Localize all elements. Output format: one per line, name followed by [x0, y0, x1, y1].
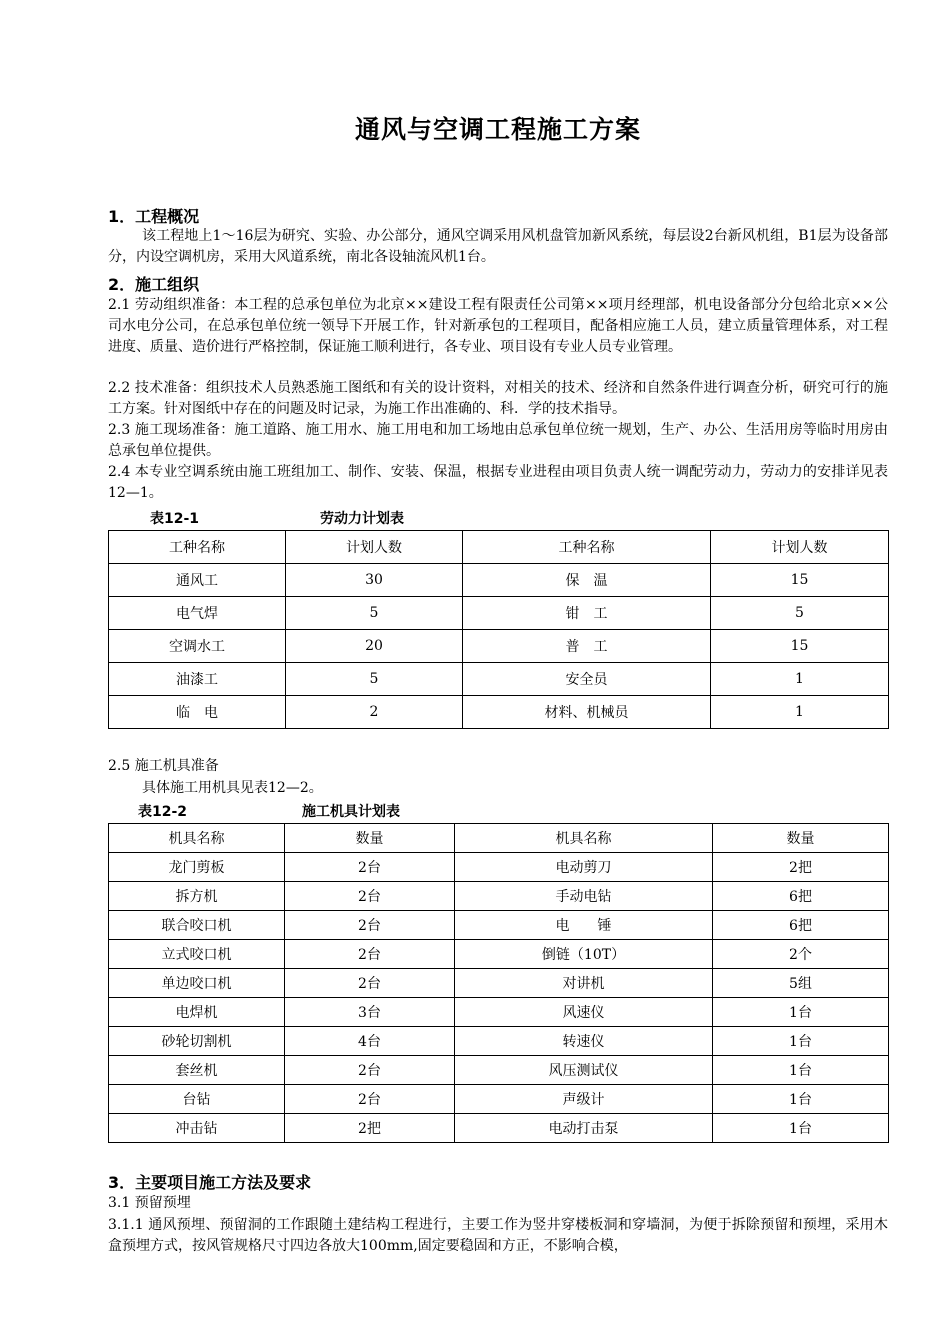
- table-cell: 2把: [285, 1114, 455, 1143]
- paragraph-2-4: 2.4 本专业空调系统由施工班组加工、制作、安装、保温，根据专业进程由项目负责人统一调配劳动力，劳动力的安排详见表12—1。: [108, 464, 888, 501]
- table-cell: 15: [711, 630, 889, 663]
- table-cell: 台钻: [109, 1085, 285, 1114]
- table-cell: 4台: [285, 1027, 455, 1056]
- table-cell: 电动打击泵: [455, 1114, 713, 1143]
- paragraph-2-5-detail: 具体施工用机具见表12—2。: [142, 780, 323, 796]
- table-1-caption: 劳动力计划表: [320, 511, 404, 527]
- column-header: 计划人数: [286, 531, 463, 564]
- table-cell: 通风工: [109, 564, 286, 597]
- table-cell: 5: [286, 663, 463, 696]
- column-header: 计划人数: [711, 531, 889, 564]
- column-header: 机具名称: [109, 824, 285, 853]
- column-header: 数量: [713, 824, 889, 853]
- table-cell: 电 锤: [455, 911, 713, 940]
- table-cell: 1台: [713, 998, 889, 1027]
- column-header: 工种名称: [109, 531, 286, 564]
- table-cell: 1台: [713, 1085, 889, 1114]
- table-cell: 2台: [285, 940, 455, 969]
- section-2-heading: 2．施工组织: [108, 275, 200, 294]
- table-cell: 2台: [285, 853, 455, 882]
- table-row: [109, 969, 889, 998]
- table-header-row: [109, 824, 889, 853]
- table-cell: 风速仪: [455, 998, 713, 1027]
- table-cell: 2台: [285, 911, 455, 940]
- table-cell: 5组: [713, 969, 889, 998]
- table-cell: 单边咬口机: [109, 969, 285, 998]
- table-row: [109, 630, 889, 663]
- table-cell: 拆方机: [109, 882, 285, 911]
- equipment-plan-table: [108, 823, 889, 1143]
- table-cell: 转速仪: [455, 1027, 713, 1056]
- section-1-paragraph: 该工程地上1～16层为研究、实验、办公部分，通风空调采用风机盘管加新风系统，每层设2台新风机组，B1层为设备部分，内设空调机房，采用大风道系统，南北各设轴流风机1台。: [108, 228, 888, 265]
- table-cell: 材料、机械员: [463, 696, 711, 729]
- table-cell: 联合咬口机: [109, 911, 285, 940]
- table-cell: 临 电: [109, 696, 286, 729]
- table-cell: 倒链（10T）: [455, 940, 713, 969]
- table-cell: 2台: [285, 969, 455, 998]
- table-row: [109, 1027, 889, 1056]
- table-cell: 电气焊: [109, 597, 286, 630]
- table-cell: 6把: [713, 882, 889, 911]
- table-cell: 1: [711, 663, 889, 696]
- table-cell: 5: [286, 597, 463, 630]
- table-row: [109, 940, 889, 969]
- table-cell: 安全员: [463, 663, 711, 696]
- table-cell: 空调水工: [109, 630, 286, 663]
- section-1-heading: 1．工程概况: [108, 207, 200, 226]
- table-1-label: 表12-1: [150, 511, 200, 527]
- table-row: [109, 663, 889, 696]
- table-header-row: [109, 531, 889, 564]
- table-cell: 龙门剪板: [109, 853, 285, 882]
- table-cell: 1: [711, 696, 889, 729]
- table-cell: 1台: [713, 1056, 889, 1085]
- table-cell: 30: [286, 564, 463, 597]
- table-row: [109, 882, 889, 911]
- table-row: [109, 1085, 889, 1114]
- table-2-label: 表12-2: [138, 804, 188, 820]
- table-cell: 6把: [713, 911, 889, 940]
- table-cell: 15: [711, 564, 889, 597]
- table-cell: 5: [711, 597, 889, 630]
- table-cell: 1台: [713, 1114, 889, 1143]
- table-cell: 2个: [713, 940, 889, 969]
- document-title: 通风与空调工程施工方案: [354, 115, 641, 144]
- table-row: [109, 911, 889, 940]
- table-cell: 立式咬口机: [109, 940, 285, 969]
- table-cell: 20: [286, 630, 463, 663]
- table-cell: 手动电钻: [455, 882, 713, 911]
- table-cell: 声级计: [455, 1085, 713, 1114]
- table-cell: 风压测试仪: [455, 1056, 713, 1085]
- table-cell: 普 工: [463, 630, 711, 663]
- column-header: 机具名称: [455, 824, 713, 853]
- table-row: [109, 696, 889, 729]
- table-cell: 冲击钻: [109, 1114, 285, 1143]
- table-row: [109, 1114, 889, 1143]
- paragraph-3-1-1: 3.1.1 通风预埋、预留洞的工作跟随土建结构工程进行，主要工作为竖井穿楼板洞和穿墙洞，为便于拆除预留和预埋，采用木盒预埋方式，按风管规格尺寸四边各放大100mm,固定要稳固和方正，不影响合模，: [108, 1217, 888, 1254]
- table-cell: 2台: [285, 882, 455, 911]
- table-cell: 2把: [713, 853, 889, 882]
- labor-plan-table: [108, 530, 889, 729]
- table-cell: 对讲机: [455, 969, 713, 998]
- table-row: [109, 564, 889, 597]
- table-cell: 2台: [285, 1085, 455, 1114]
- paragraph-2-3: 2.3 施工现场准备：施工道路、施工用水、施工用电和加工场地由总承包单位统一规划，生产、办公、生活用房等临时用房由总承包单位提供。: [108, 422, 888, 459]
- table-cell: 电焊机: [109, 998, 285, 1027]
- table-cell: 钳 工: [463, 597, 711, 630]
- table-2-caption: 施工机具计划表: [302, 804, 400, 820]
- paragraph-2-2: 2.2 技术准备：组织技术人员熟悉施工图纸和有关的设计资料，对相关的技术、经济和自然条件进行调查分析，研究可行的施工方案。针对图纸中存在的问题及时记录，为施工作出准确的、科．学的技术指导。: [108, 380, 888, 417]
- table-cell: 3台: [285, 998, 455, 1027]
- table-cell: 电动剪刀: [455, 853, 713, 882]
- table-row: [109, 998, 889, 1027]
- paragraph-3-1: 3.1 预留预埋: [108, 1195, 191, 1211]
- paragraph-2-1: 2.1 劳动组织准备：本工程的总承包单位为北京××建设工程有限责任公司第××项月经理部，机电设备部分分包给北京××公司水电分公司，在总承包单位统一领导下开展工作，针对新承包的工程项目，配备相应施工人员，建立质量管理体系，对工程进度、质量、造价进行严格控制，保证施工顺利进行，各专业、项目设有专业人员专业管理。: [108, 297, 888, 355]
- column-header: 工种名称: [463, 531, 711, 564]
- table-cell: 2: [286, 696, 463, 729]
- section-3-heading: 3．主要项目施工方法及要求: [108, 1173, 312, 1192]
- table-cell: 油漆工: [109, 663, 286, 696]
- table-cell: 2台: [285, 1056, 455, 1085]
- table-row: [109, 1056, 889, 1085]
- table-cell: 砂轮切割机: [109, 1027, 285, 1056]
- table-row: [109, 597, 889, 630]
- table-cell: 1台: [713, 1027, 889, 1056]
- paragraph-2-5: 2.5 施工机具准备: [108, 758, 219, 774]
- table-cell: 保 温: [463, 564, 711, 597]
- table-row: [109, 853, 889, 882]
- column-header: 数量: [285, 824, 455, 853]
- table-cell: 套丝机: [109, 1056, 285, 1085]
